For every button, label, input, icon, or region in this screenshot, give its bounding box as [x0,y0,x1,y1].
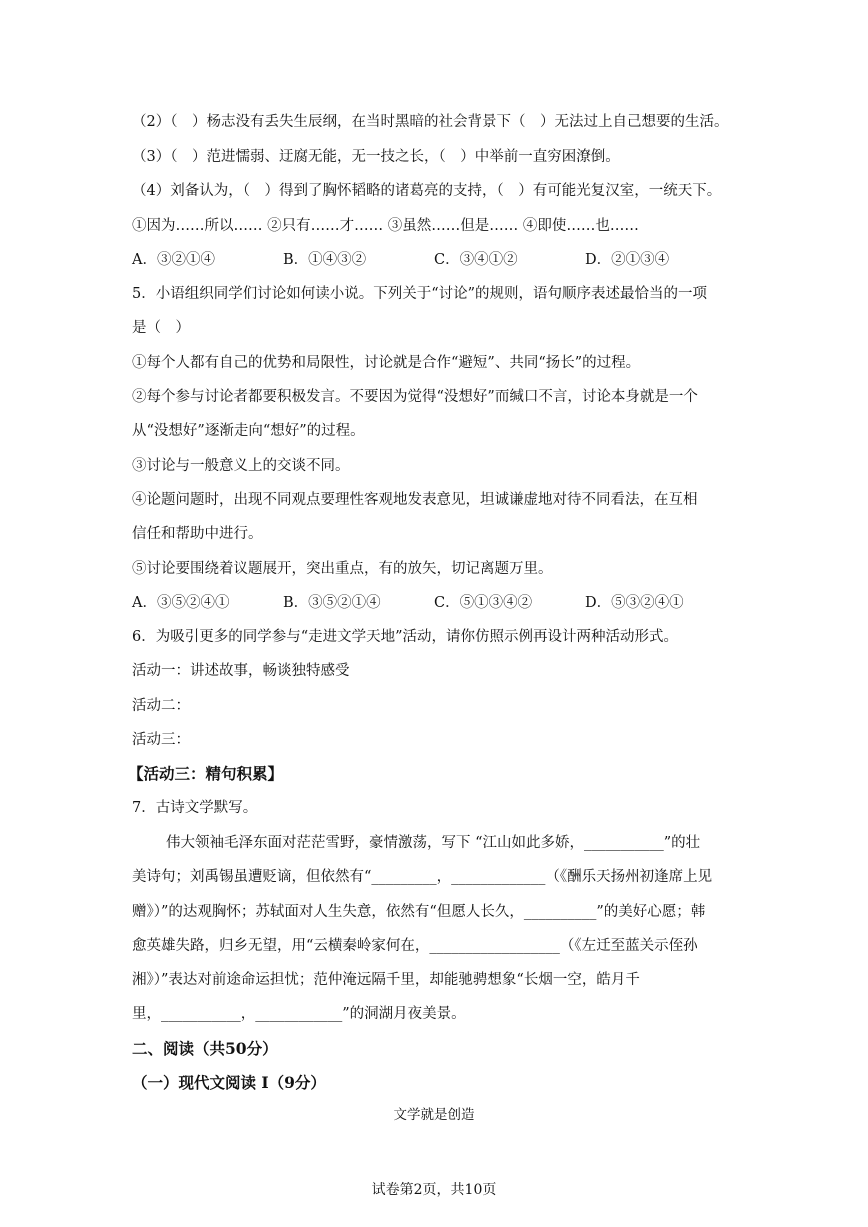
q7-passage-line-6: 里，___________，____________”的洞湖月夜美景。 [132,1006,466,1022]
section-heading-reading: 二、阅读（共50分） [132,1039,278,1058]
q4-option-d: D．②①③④ [585,252,670,268]
q4-connectives: ①因为……所以…… ②只有……才…… ③虽然……但是…… ④即使……也…… [132,218,639,234]
q5-stem-line-1: 5．小语组织同学们讨论如何读小说。下列关于“讨论”的规则，语句顺序表述最恰当的一项 [132,286,708,302]
section-heading-activity-3: 【活动三：精句积累】 [128,764,284,783]
q7-passage-line-3: 赠》）”的达观胸怀；苏轼面对人生失意，依然有“但愿人长久，__________”的美好心愿；韩 [132,904,706,920]
q7-passage-line-5: 湘》）”表达对前途命运担忧；范仲淹远隔千里，却能驰骋想象“长烟一空，皓月千 [132,972,640,988]
q5-stem-line-2: 是（ ） [132,320,190,336]
q5-sentence-3: ③讨论与一般意义上的交谈不同。 [132,458,350,474]
page-footer: 试卷第2页，共10页 [371,1182,497,1198]
q5-option-c: C．⑤①③④② [434,595,533,611]
q5-sentence-4-line-2: 信任和帮助中进行。 [132,526,263,542]
q5-sentence-2-line-1: ②每个参与讨论者都要积极发言。不要因为觉得“没想好”而缄口不言，讨论本身就是一个 [132,389,698,405]
q7-title: 7．古诗文学默写。 [132,800,258,816]
q5-sentence-1: ①每个人都有自己的优势和局限性，讨论就是合作“避短”、共同“扬长”的过程。 [132,355,641,371]
q5-sentence-4-line-1: ④论题问题时，出现不同观点要理性客观地发表意见，坦诚谦虚地对待不同看法，在互相 [132,492,698,508]
q6-activity-3: 活动三： [132,732,190,748]
q5-sentence-2-line-2: 从“没想好”逐渐走向“想好”的过程。 [132,423,365,439]
section-heading-modern-reading: （一）现代文阅读 Ⅰ（9分） [132,1073,326,1092]
q5-option-b: B．③⑤②①④ [283,595,381,611]
q7-passage-line-2: 美诗句；刘禹锡虽遭贬谪，但依然有“_________，_____________（《酬乐天扬州初逢席上见 [132,869,713,885]
q4-item-2: （2）（ ）杨志没有丢失生辰纲，在当时黑暗的社会背景下（ ）无法过上自己想要的生活。 [132,114,729,130]
q5-option-a: A．③⑤②④① [132,595,230,611]
article-title: 文学就是创造 [393,1107,475,1123]
q7-passage-line-1: 伟大领袖毛泽东面对茫茫雪野，豪情激荡，写下 “江山如此多娇，___________”的壮 [166,835,701,851]
q7-passage-line-4: 愈英雄失路，归乡无望，用“云横秦岭家何在，__________________（《左迁至蓝关示侄孙 [132,938,698,954]
q4-option-b: B．①④③② [283,252,367,268]
q4-option-a: A．③②①④ [132,252,215,268]
q5-options [132,593,736,613]
q5-sentence-5: ⑤讨论要围绕着议题展开，突出重点，有的放矢，切记离题万里。 [132,561,553,577]
q5-option-d: D．⑤③②④① [585,595,684,611]
q4-item-3: （3）（ ）范进懦弱、迂腐无能，无一技之长，（ ）中举前一直穷困潦倒。 [132,149,620,165]
q4-item-4: （4）刘备认为，（ ）得到了胸怀韬略的诸葛亮的支持，（ ）有可能光复汉室，一统天下。 [132,183,722,199]
q6-activity-1: 活动一：讲述故事，畅谈独特感受 [132,663,350,679]
q4-options [132,250,736,270]
q6-activity-2: 活动二： [132,698,190,714]
q4-option-c: C．③④①② [434,252,518,268]
q6-stem: 6．为吸引更多的同学参与“走进文学天地”活动，请你仿照示例再设计两种活动形式。 [132,629,679,645]
